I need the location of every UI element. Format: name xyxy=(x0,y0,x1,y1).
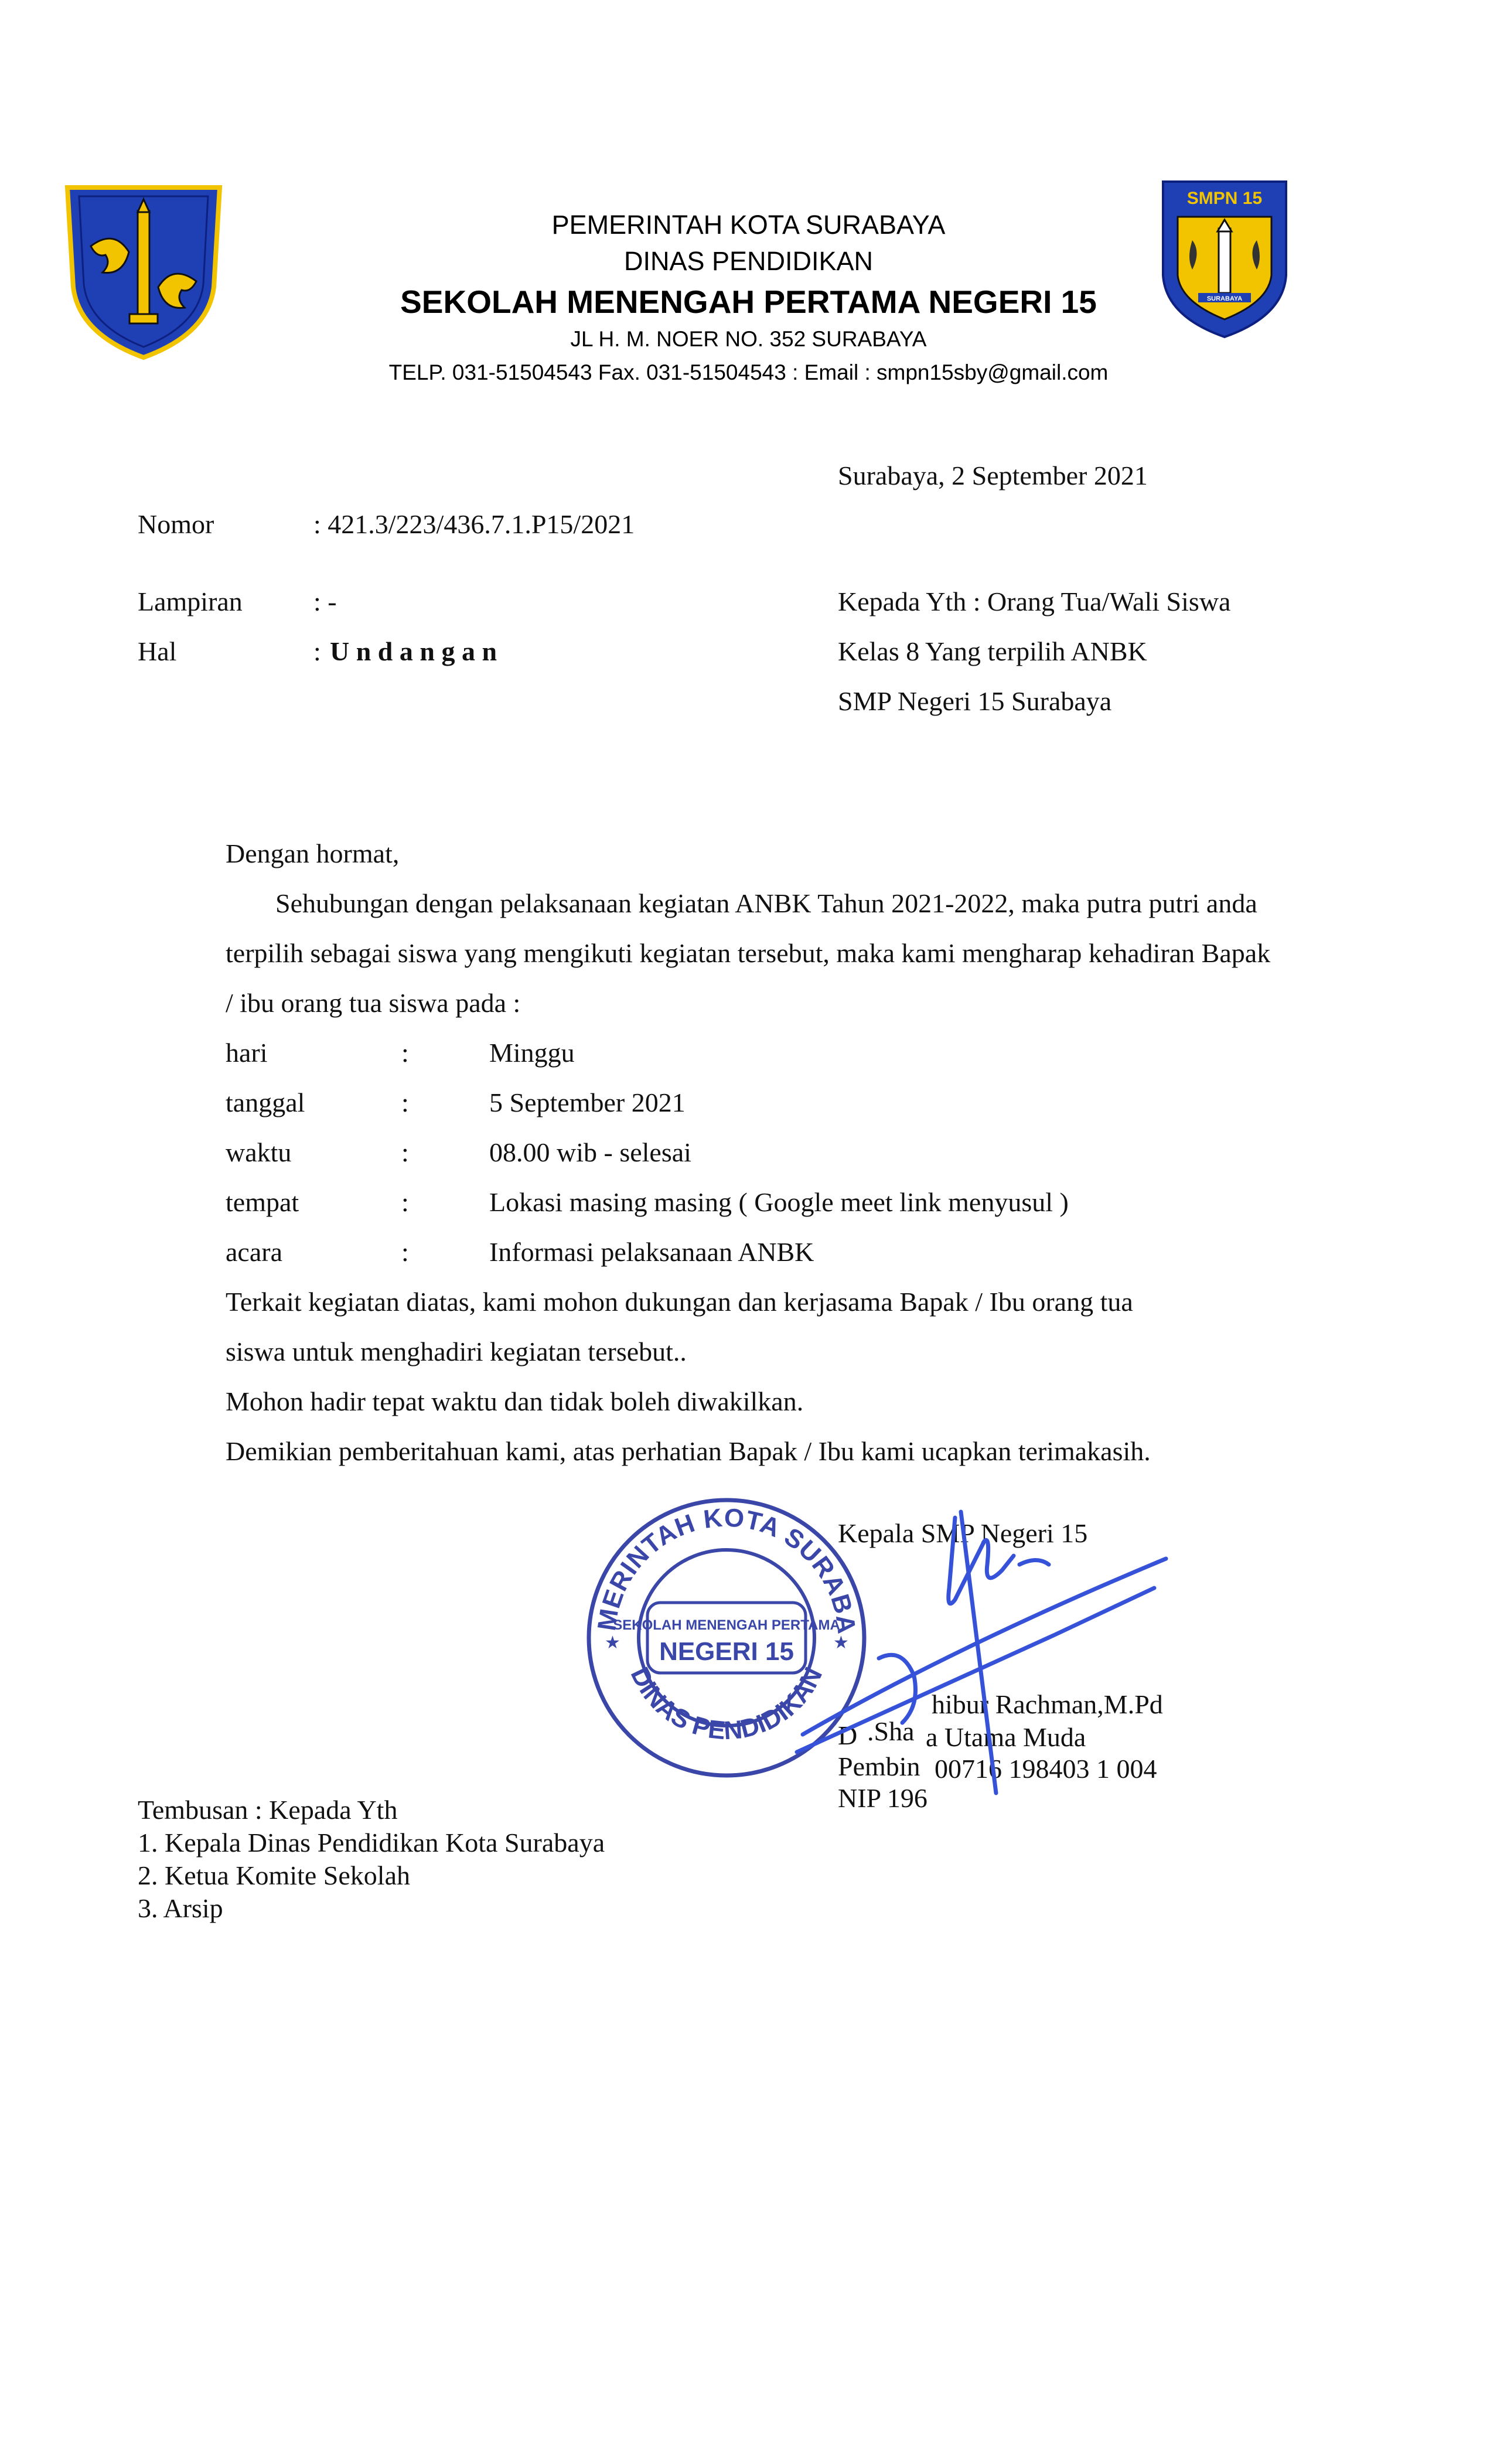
signature-rank-part-2: a Utama Muda xyxy=(926,1722,1086,1752)
detail-colon: : xyxy=(401,1187,409,1217)
detail-label: tanggal xyxy=(226,1088,305,1117)
signature-name-part-3: hibur Rachman,M.Pd xyxy=(932,1689,1163,1719)
recipient-line-2: Kelas 8 Yang terpilih ANBK xyxy=(838,636,1147,666)
greeting: Dengan hormat, xyxy=(226,839,400,868)
nomor-value: : 421.3/223/436.7.1.P15/2021 xyxy=(313,509,635,539)
header-department: DINAS PENDIDIKAN xyxy=(623,246,874,276)
hal-label: Hal xyxy=(138,636,177,666)
signature-name-part-2: .Sha xyxy=(867,1716,915,1746)
signature-rank-part-1: Pembin xyxy=(838,1751,920,1781)
detail-value: Informasi pelaksanaan ANBK xyxy=(489,1237,814,1267)
paragraph-2-line-1: Terkait kegiatan diatas, kami mohon dukungan dan kerjasama Bapak / Ibu orang tua xyxy=(226,1287,1133,1317)
header-school-name: SEKOLAH MENENGAH PERTAMA NEGERI 15 xyxy=(400,284,1097,320)
detail-label: hari xyxy=(226,1038,268,1068)
cc-title: Tembusan : Kepada Yth xyxy=(138,1795,398,1825)
svg-text:★: ★ xyxy=(833,1633,849,1653)
detail-value: Minggu xyxy=(489,1038,575,1068)
signature-nip-part-1: NIP 196 xyxy=(838,1783,927,1813)
signature-title: Kepala SMP Negeri 15 xyxy=(838,1518,1088,1548)
svg-text:★: ★ xyxy=(605,1633,620,1653)
stamp-outer-top-text: MERINTAH KOTA SURABA xyxy=(592,1503,861,1634)
cc-item: 2. Ketua Komite Sekolah xyxy=(138,1860,411,1890)
paragraph-1-line-1: Sehubungan dengan pelaksanaan kegiatan ANBK Tahun 2021-2022, maka putra putri anda xyxy=(275,888,1257,918)
cc-item: 1. Kepala Dinas Pendidikan Kota Surabaya xyxy=(138,1828,605,1858)
detail-value: 5 September 2021 xyxy=(489,1088,686,1117)
detail-colon: : xyxy=(401,1038,409,1068)
paragraph-1-line-3: / ibu orang tua siswa pada : xyxy=(226,988,521,1018)
paragraph-1-line-2: terpilih sebagai siswa yang mengikuti kegiatan tersebut, maka kami mengharap kehadiran Bapak xyxy=(226,938,1271,968)
detail-label: tempat xyxy=(226,1187,299,1217)
stamp-inner-line-2: NEGERI 15 xyxy=(659,1637,794,1666)
logo-text-surabaya: SURABAYA xyxy=(1206,295,1243,302)
detail-colon: : xyxy=(401,1088,409,1117)
lampiran-label: Lampiran xyxy=(138,587,243,616)
handwritten-signature xyxy=(779,1500,1189,1822)
signature-nip-part-2: 00716 198403 1 004 xyxy=(935,1754,1157,1784)
detail-value: Lokasi masing masing ( Google meet link menyusul ) xyxy=(489,1187,1069,1217)
recipient-line-1: Kepada Yth : Orang Tua/Wali Siswa xyxy=(838,587,1231,616)
nomor-label: Nomor xyxy=(138,509,214,539)
paragraph-2-line-2: siswa untuk menghadiri kegiatan tersebut.. xyxy=(226,1337,687,1366)
header-government: PEMERINTAH KOTA SURABAYA xyxy=(551,210,946,240)
paragraph-3: Mohon hadir tepat waktu dan tidak boleh diwakilkan. xyxy=(226,1386,804,1416)
header-contact: TELP. 031-51504543 Fax. 031-51504543 : Email : smpn15sby@gmail.com xyxy=(388,360,1109,384)
detail-label: waktu xyxy=(226,1137,292,1167)
detail-colon: : xyxy=(401,1137,409,1167)
paragraph-4: Demikian pemberitahuan kami, atas perhatian Bapak / Ibu kami ucapkan terimakasih. xyxy=(226,1436,1151,1466)
hal-colon: : xyxy=(313,636,321,666)
lampiran-value: : - xyxy=(313,587,337,616)
detail-label: acara xyxy=(226,1237,282,1267)
cc-item: 3. Arsip xyxy=(138,1893,223,1923)
logo-text-smpn15: SMPN 15 xyxy=(1186,189,1263,208)
letter-date: Surabaya, 2 September 2021 xyxy=(838,461,1148,490)
header-address: JL H. M. NOER NO. 352 SURABAYA xyxy=(570,327,927,351)
signature-name-part-1: D xyxy=(838,1720,858,1750)
stamp-outer-bottom-text: DINAS PENDIDIKAN xyxy=(625,1662,828,1746)
hal-value: U n d a n g a n xyxy=(330,636,497,666)
recipient-line-3: SMP Negeri 15 Surabaya xyxy=(838,686,1112,716)
detail-value: 08.00 wib - selesai xyxy=(489,1137,691,1167)
detail-colon: : xyxy=(401,1237,409,1267)
stamp-inner-line-1: SEKOLAH MENENGAH PERTAMA xyxy=(613,1617,840,1633)
